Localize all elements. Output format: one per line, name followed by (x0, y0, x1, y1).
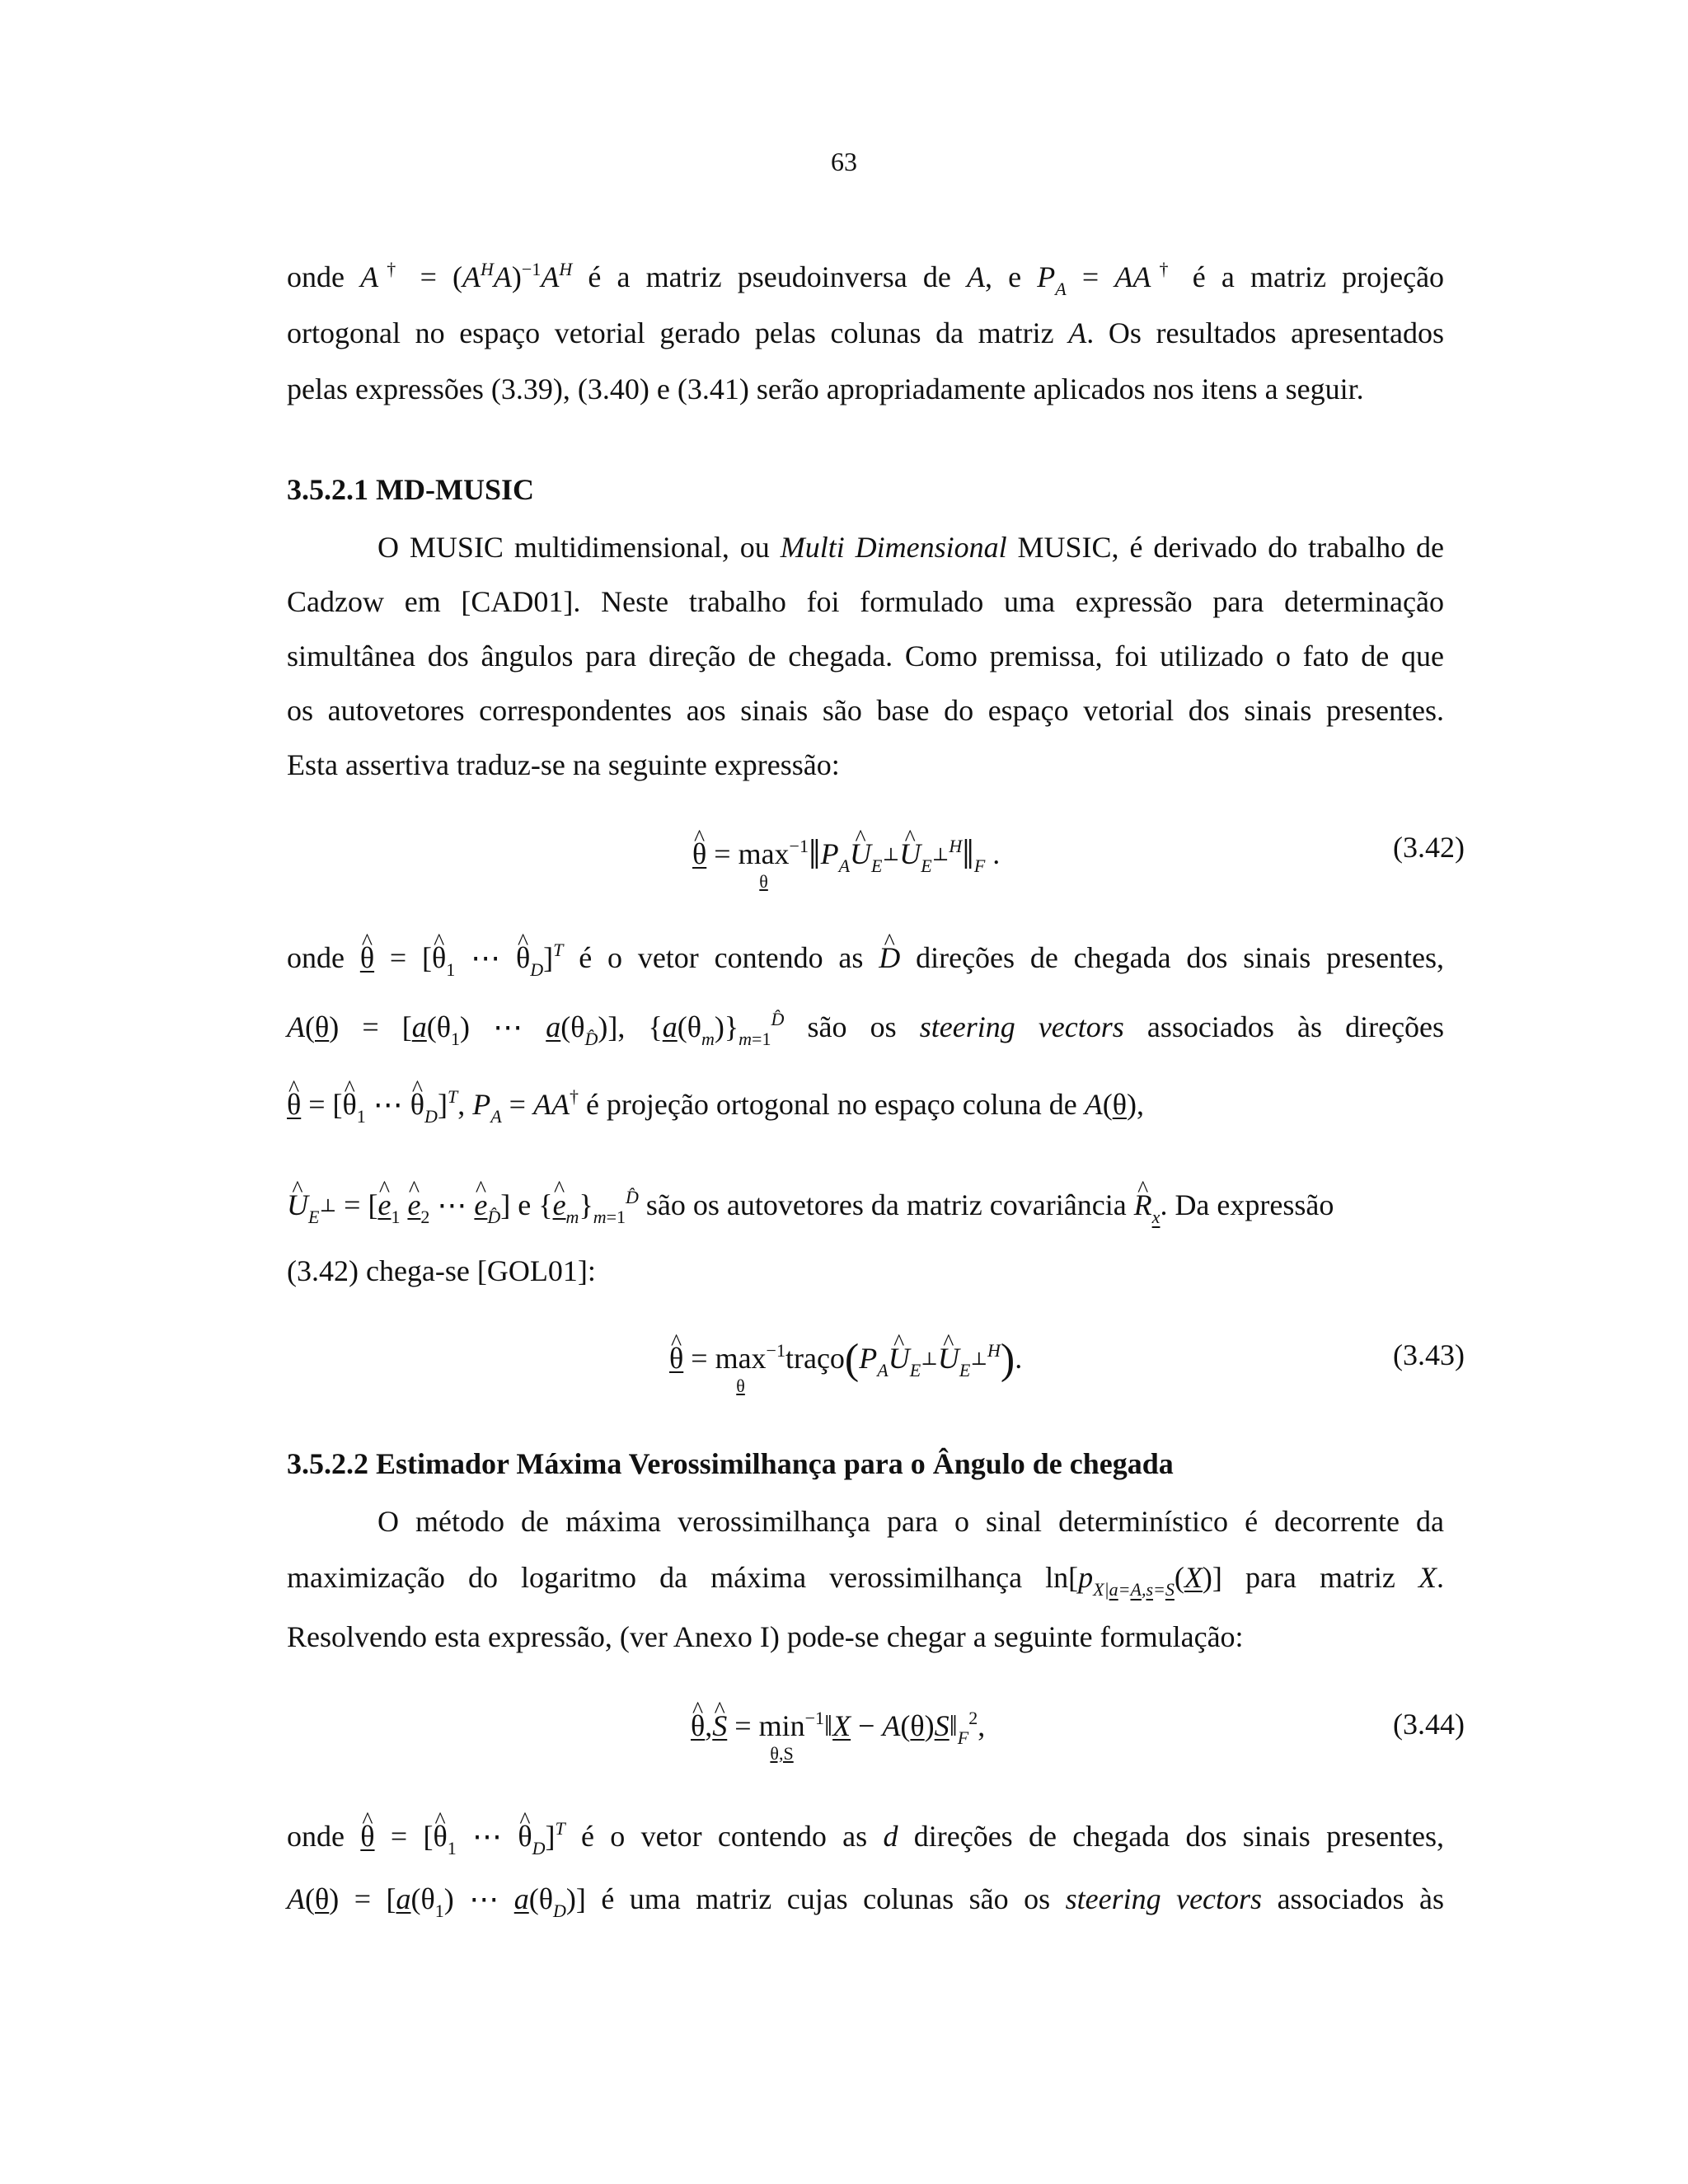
paragraph-line: (3.42) chega-se [GOL01]: (287, 1254, 596, 1287)
paragraph-line: onde $A^\dagger = (A^HA)^{-1}A^H$ é a matriz pseudoinversa de A, e $P_A = AA^\dagger$ é a matriz projeção (287, 259, 1445, 299)
page-number: 63 (831, 147, 857, 176)
paragraph-line: O MUSIC multidimensional, ou Multi Dimensional MUSIC, é derivado do trabalho de (377, 531, 1445, 564)
equation-number: (3.43) (1393, 1338, 1465, 1371)
paragraph-line: simultânea dos ângulos para direção de chegada. Como premissa, foi utilizado o fato de que (287, 640, 1444, 673)
paragraph-line: onde ^ θ = [^ $\theta_1$ ⋯ ^ $\theta_D]^T$ é o vetor contendo as ^ D direções de chegada dos sinais presentes, (287, 941, 1444, 974)
section-heading: 3.5.2.2 Estimador Máxima Verossimilhança para o Ângulo de chegada (287, 1447, 1174, 1480)
paragraph-line: ortogonal no espaço vetorial gerado pelas colunas da matriz A. Os resultados apresentados (287, 316, 1445, 349)
paragraph-line: os autovetores correspondentes aos sinais são base do espaço vetorial dos sinais presentes. (287, 694, 1444, 727)
paragraph-line: Esta assertiva traduz-se na seguinte expressão: (287, 748, 840, 781)
paragraph-line: $A(\theta) = [a(\theta_1)$ ⋯ $a(\theta_D)$] é uma matriz cujas colunas são os steering vectors associados às (287, 1882, 1445, 1921)
equation-3-42: ^ θ = max θ $^{-1}‖P_A\^{}$ $U_{E^\perp}\^{}$ $U_{E^\perp}^H‖_F$ . (692, 837, 1000, 872)
paragraph-line: Cadzow em [CAD01]. Neste trabalho foi formulado uma expressão para determinação (287, 585, 1444, 618)
paragraph-line: maximização do logaritmo da máxima verossimilhança $\ln[p_{X|a=A,s=S}(X)]$ para matriz X. (287, 1561, 1444, 1600)
paragraph-line: ^ θ = [^ $\theta_1$ ⋯ ^ $\theta_D]^T$, $P_A = AA^\dagger$ é projeção ortogonal no espaço coluna de A(θ), (287, 1088, 1444, 1121)
paragraph-line: Resolvendo esta expressão, (ver Anexo I) pode-se chegar a seguinte formulação: (287, 1620, 1244, 1653)
paragraph-line: pelas expressões (3.39), (3.40) e (3.41) serão apropriadamente aplicados nos itens a seguir. (287, 373, 1364, 405)
equation-number: (3.44) (1393, 1708, 1465, 1741)
section-heading: 3.5.2.1 MD-MUSIC (287, 473, 534, 506)
equation-3-43: ^ θ = max θ $^{-1}traço(P_A\^{}$ $U_{E^\perp}\^{}$ $U_{E^\perp}^H$). (669, 1342, 1022, 1376)
equation-3-44: ^ θ,^ S = min θ,S $^{-1}$‖X − $A(\theta)S‖_F^2$, (691, 1709, 985, 1742)
paragraph-line: ^ $U_{E^\perp}$ = [^ $e_1$ ^ $e_2$ ⋯ ^ $e_{D̂}$] e {^ $e_m\}_{m=1}^{D̂}$ são os autovetores da matriz covariância ^ $R_x$. Da expressão (287, 1188, 1444, 1221)
equation-number: (3.42) (1393, 831, 1465, 864)
paragraph-line: O método de máxima verossimilhança para o sinal determinístico é decorrente da (377, 1505, 1444, 1538)
paragraph-line: $A(\theta) = [a(\theta_1)$ ⋯ $a(\theta_{D̂})$], $\{a(\theta_m)\}_{m=1}^{D̂}$ são os steering vectors associados às direções (287, 1009, 1445, 1049)
paragraph-line: onde ^ θ = [^ $\theta_1$ ⋯ ^ $\theta_D]^T$ é o vetor contendo as d direções de chegada dos sinais presentes, (287, 1820, 1444, 1853)
